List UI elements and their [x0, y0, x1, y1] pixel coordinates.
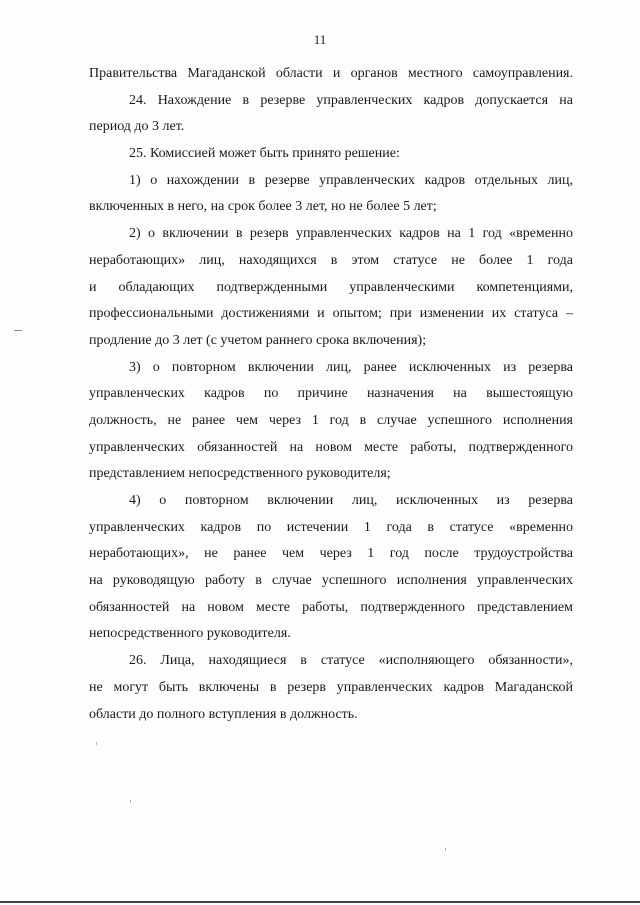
text-line: управленческих обязанностей на новом месте работы, подтвержденного [89, 439, 573, 455]
text-line: управленческих кадров по истечении 1 года в статусе «временно [89, 519, 573, 535]
text-line: 1) о нахождении в резерве управленческих кадров отдельных лиц, [129, 172, 573, 188]
text-line: 3) о повторном включении лиц, ранее исключенных из резерва [129, 359, 573, 375]
text-line: 26. Лица, находящиеся в статусе «исполняющего обязанности», [129, 653, 573, 669]
margin-mark [14, 330, 22, 331]
text-line: и обладающих подтвержденными управленческими компетенциями, [89, 279, 573, 295]
text-line: 2) о включении в резерв управленческих кадров на 1 год «временно [129, 226, 573, 242]
document-body [89, 61, 573, 728]
page-number: 11 [313, 32, 327, 47]
text-line: продление до 3 лет (с учетом раннего срока включения); [89, 332, 427, 348]
text-line: включенных в него, на срок более 3 лет, но не более 5 лет; [89, 199, 437, 215]
text-line: неработающих» лиц, находящихся в этом статусе не более 1 года [89, 252, 573, 268]
text-line: управленческих кадров по причине назначения на вышестоящую [89, 386, 573, 402]
text-line: 24. Нахождение в резерве управленческих кадров допускается на [129, 92, 573, 108]
bottom-edge-rule [0, 901, 640, 903]
scan-speck [130, 800, 131, 803]
text-line: обязанностей на новом месте работы, подтвержденного представлением [89, 599, 573, 615]
text-line: должность, не ранее чем через 1 год в случае успешного исполнения [89, 412, 573, 428]
text-line: 25. Комиссией может быть принято решение: [129, 146, 400, 162]
text-line: профессиональными достижениями и опытом; при изменении их статуса – [89, 306, 573, 322]
text-line: представлением непосредственного руководителя; [89, 466, 391, 482]
scan-speck [96, 742, 97, 745]
text-line: Правительства Магаданской области и органов местного самоуправления. [89, 66, 573, 81]
text-line: непосредственного руководителя. [89, 626, 291, 642]
text-line: период до 3 лет. [89, 119, 185, 135]
text-line: не могут быть включены в резерв управленческих кадров Магаданской [89, 679, 573, 695]
text-line: на руководящую работу в случае успешного исполнения управленческих [89, 573, 573, 589]
scan-speck [445, 848, 446, 851]
text-line: области до полного вступления в должность. [89, 706, 358, 722]
text-line: неработающих», не ранее чем через 1 год после трудоустройства [89, 546, 573, 562]
text-line: 4) о повторном включении лиц, исключенных из резерва [129, 493, 573, 508]
